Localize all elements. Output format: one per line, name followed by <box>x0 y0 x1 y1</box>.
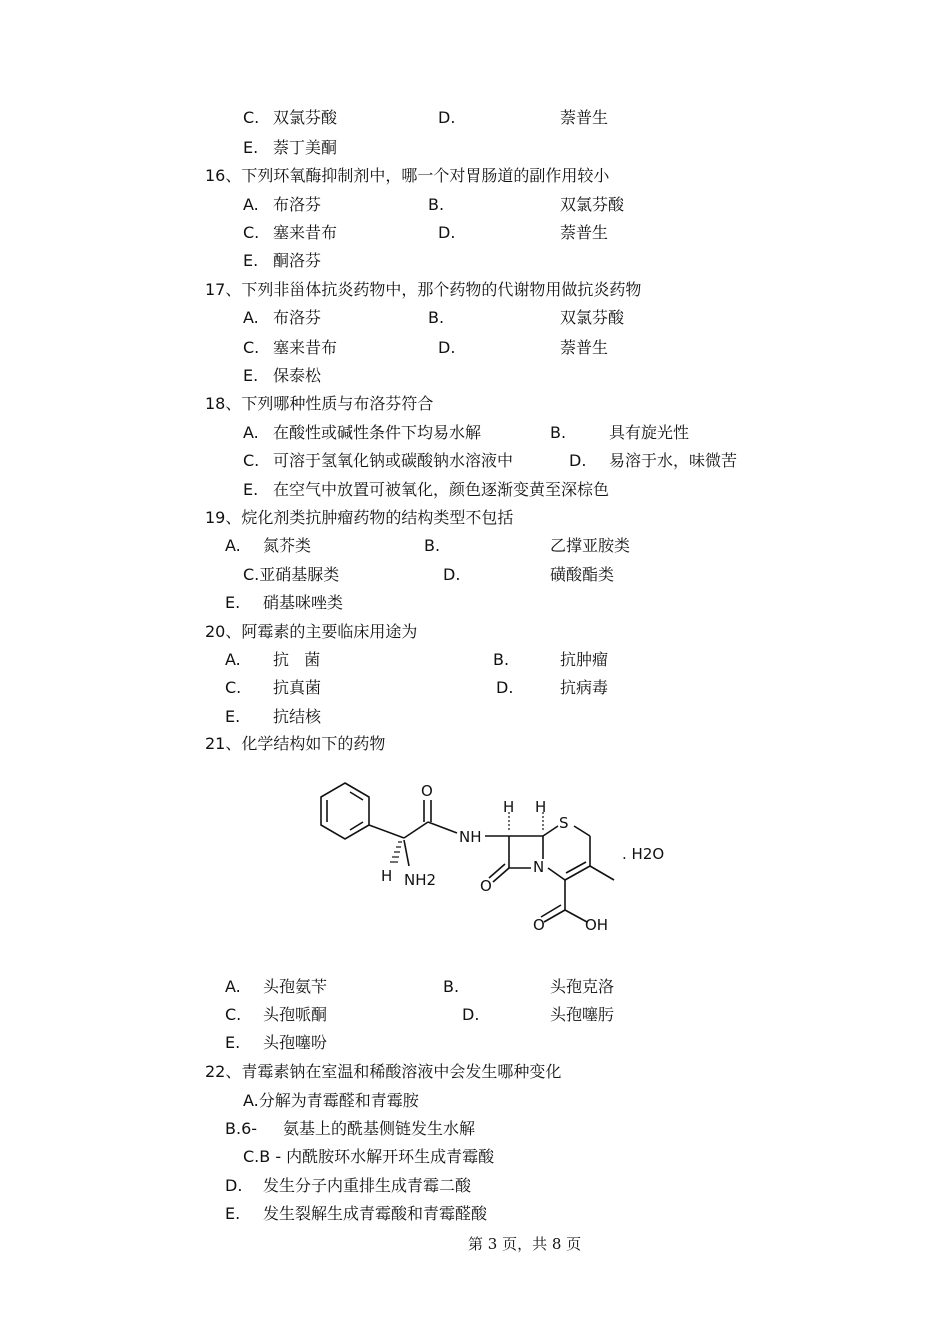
option-text: 萘普生 <box>560 223 609 242</box>
option-text: 抗 菌 <box>273 650 321 669</box>
option-text: 易溶于水，味微苦 <box>609 451 738 470</box>
option-label: D. <box>496 678 514 697</box>
option-text: 塞来昔布 <box>273 223 338 242</box>
option-text: 双氯芬酸 <box>560 195 625 214</box>
option-text: 头孢氨苄 <box>263 977 328 996</box>
atom-label: S <box>559 814 569 832</box>
option-label: B.6- <box>225 1119 258 1138</box>
option-text: C.Β - 内酰胺环水解开环生成青霉酸 <box>243 1147 495 1166</box>
option-text: 布洛芬 <box>273 195 322 214</box>
option-text: 双氯芬酸 <box>560 308 625 327</box>
option-label: E. <box>243 138 259 157</box>
question-19: 19、烷化剂类抗肿瘤药物的结构类型不包括 <box>205 508 514 527</box>
option-label: E. <box>243 251 259 270</box>
option-label: B. <box>550 423 567 442</box>
option-label: C. <box>225 1005 242 1024</box>
option-text: 在酸性或碱性条件下均易水解 <box>273 423 482 442</box>
atom-label: H <box>381 867 393 885</box>
option-text: 乙撑亚胺类 <box>550 536 631 555</box>
option-text: 氮芥类 <box>263 536 312 555</box>
option-label: D. <box>438 223 456 242</box>
option-label: D. <box>569 451 587 470</box>
option-label: A. <box>243 423 259 442</box>
option-text: 发生分子内重排生成青霉二酸 <box>263 1176 472 1195</box>
option-text: 双氯芬酸 <box>273 108 338 127</box>
option-label: D. <box>438 338 456 357</box>
atom-label: H <box>535 798 547 816</box>
option-text: 磺酸酯类 <box>550 565 615 584</box>
atom-label: N <box>533 858 545 876</box>
option-label: C. <box>243 338 260 357</box>
option-label: E. <box>243 480 259 499</box>
option-label: D. <box>225 1176 243 1195</box>
option-text: 萘普生 <box>560 338 609 357</box>
option-label: A. <box>225 650 241 669</box>
option-label: C. <box>243 108 260 127</box>
option-label: E. <box>243 366 259 385</box>
atom-label: OH <box>585 916 609 934</box>
atom-label: . H2O <box>622 845 665 863</box>
option-text: A.分解为青霉醛和青霉胺 <box>243 1091 419 1110</box>
option-label: B. <box>493 650 510 669</box>
option-label: B. <box>428 308 445 327</box>
question-21: 21、化学结构如下的药物 <box>205 734 386 753</box>
page-footer: 第 3 页，共 8 页 <box>468 1235 582 1253</box>
option-text: 抗真菌 <box>273 678 322 697</box>
option-label: A. <box>243 195 259 214</box>
option-text: 头孢噻吩 <box>263 1033 328 1052</box>
option-text: 具有旋光性 <box>609 423 690 442</box>
option-text: 保泰松 <box>273 366 322 385</box>
option-text: 布洛芬 <box>273 308 322 327</box>
option-text: 头孢哌酮 <box>263 1005 328 1024</box>
atom-label: H <box>503 798 515 816</box>
option-label: C. <box>243 451 260 470</box>
option-text: 塞来昔布 <box>273 338 338 357</box>
option-text: 萘丁美酮 <box>273 138 338 157</box>
atom-label: O <box>533 916 545 934</box>
question-22: 22、青霉素钠在室温和稀酸溶液中会发生哪种变化 <box>205 1062 562 1081</box>
option-label: A. <box>243 308 259 327</box>
option-text: 抗结核 <box>273 707 322 726</box>
atom-label: NH2 <box>404 871 437 889</box>
option-text: C.亚硝基脲类 <box>243 565 340 584</box>
question-20: 20、阿霉素的主要临床用途为 <box>205 622 418 641</box>
option-label: E. <box>225 1033 241 1052</box>
option-text: 抗病毒 <box>560 678 609 697</box>
question-17: 17、下列非甾体抗炎药物中，那个药物的代谢物用做抗炎药物 <box>205 280 642 299</box>
option-text: 萘普生 <box>560 108 609 127</box>
option-text: 酮洛芬 <box>273 251 322 270</box>
option-label: C. <box>243 223 260 242</box>
question-18: 18、下列哪种性质与布洛芬符合 <box>205 394 434 413</box>
option-label: D. <box>438 108 456 127</box>
option-text: 氨基上的酰基侧链发生水解 <box>283 1119 476 1138</box>
option-label: E. <box>225 593 241 612</box>
option-label: A. <box>225 977 241 996</box>
option-label: D. <box>462 1005 480 1024</box>
option-text: 发生裂解生成青霉酸和青霉醛酸 <box>263 1204 488 1223</box>
option-label: E. <box>225 1204 241 1223</box>
atom-label: NH <box>459 828 482 846</box>
option-text: 头孢克洛 <box>550 977 615 996</box>
option-label: C. <box>225 678 242 697</box>
option-label: B. <box>424 536 441 555</box>
option-label: B. <box>428 195 445 214</box>
option-label: A. <box>225 536 241 555</box>
option-label: D. <box>443 565 461 584</box>
question-16: 16、下列环氧酶抑制剂中，哪一个对胃肠道的副作用较小 <box>205 166 610 185</box>
atom-label: O <box>421 782 433 800</box>
option-text: 可溶于氢氧化钠或碳酸钠水溶液中 <box>273 451 514 470</box>
option-label: E. <box>225 707 241 726</box>
option-text: 硝基咪唑类 <box>263 593 344 612</box>
option-text: 抗肿瘤 <box>560 650 609 669</box>
option-text: 在空气中放置可被氧化，颜色逐渐变黄至深棕色 <box>273 480 610 499</box>
option-label: B. <box>443 977 460 996</box>
option-text: 头孢噻肟 <box>550 1005 615 1024</box>
atom-label: O <box>480 877 492 895</box>
